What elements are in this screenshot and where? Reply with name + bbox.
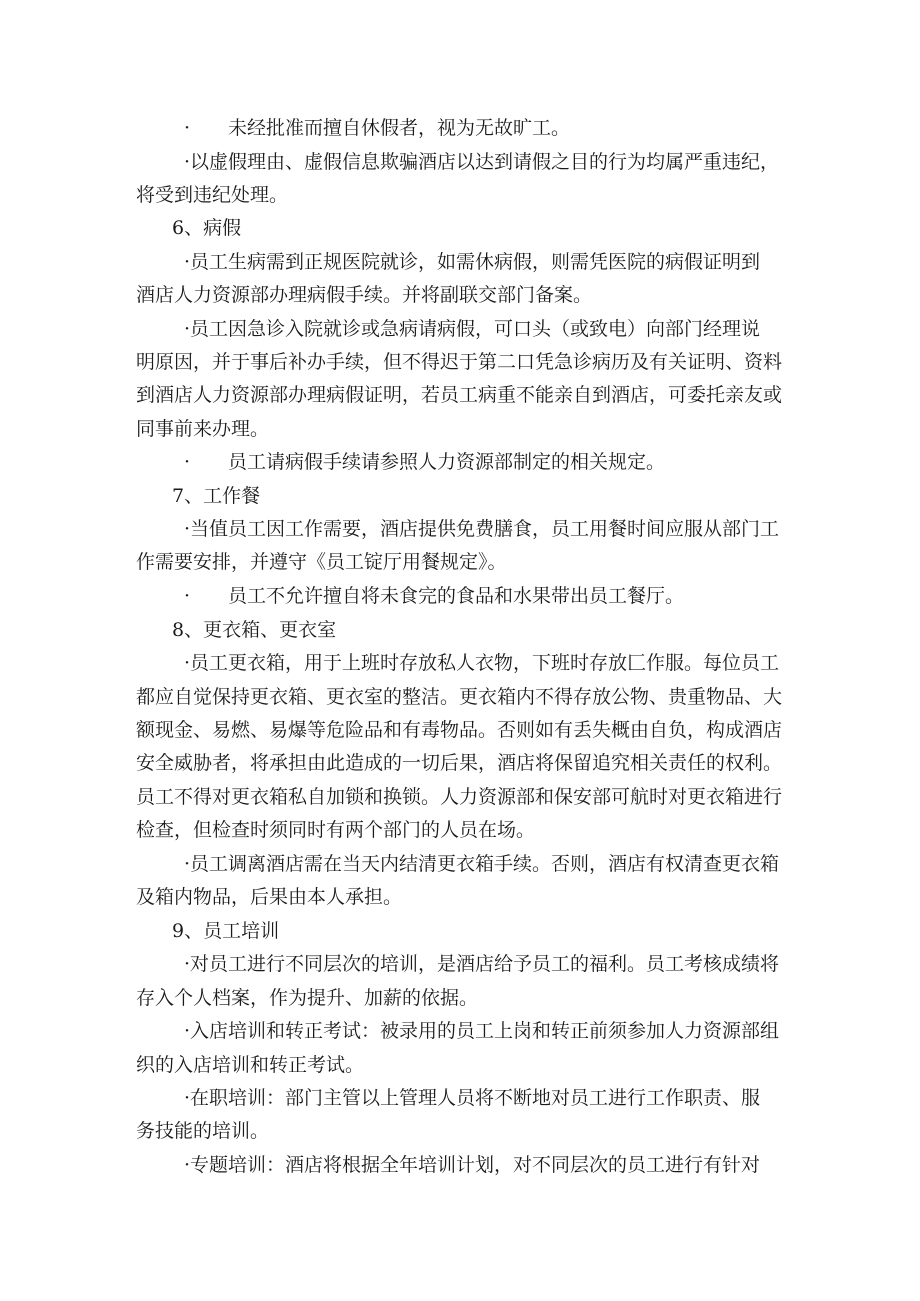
text-line: 安全威胁者，将承担由此造成的一切后果，酒店将保留追究相关责任的权利。	[136, 752, 783, 774]
text-line: 都应自觉保持更衣箱、更衣室的整洁。更衣箱内不得存放公物、贵重物品、大	[136, 686, 783, 708]
bullet-line: ·入店培训和转正考试：被录用的员工上岗和转正前须参加人力资源部组	[184, 1020, 780, 1042]
text-line: 同事前来办理。	[136, 418, 270, 440]
bullet-line: ·员工更衣箱，用于上班时存放私人衣物，下班时存放匚作服。每位员工	[184, 652, 780, 674]
bullet-line: ·当值员工因工作需要，酒店提供免费膳食，员工用餐时间应服从部门工	[184, 518, 780, 540]
bullet-line: · 未经批准而擅自休假者，视为无故旷工。	[184, 117, 571, 139]
bullet-line: ·以虚假理由、虚假信息欺骗酒店以达到请假之目的行为均属严重违纪，	[184, 151, 780, 173]
bullet-line: ·在职培训：部门主管以上管理人员将不断地对员工进行工作职责、服	[184, 1087, 761, 1109]
text-line: 织的入店培训和转正考试。	[136, 1054, 365, 1076]
bullet-line: ·员工因急诊入院就诊或急病请病假，可口头（或致电）向部门经理说	[184, 318, 761, 340]
text-line: 明原因，并于事后补办手续，但不得迟于第二口凭急诊病历及有关证明、资料	[136, 351, 783, 373]
text-line: 酒店人力资源部办理病假手续。并将副联交部门备案。	[136, 284, 593, 306]
text-line: 作需要安排，并遵守《员工锭厅用餐规定》。	[136, 551, 507, 573]
text-line: 检查，但检查时须同时有两个部门的人员在场。	[136, 819, 536, 841]
text-line: 到酒店人力资源部办理病假证明，若员工病重不能亲自到酒店，可委托亲友或	[136, 384, 783, 406]
text-line: 存入个人档案，作为提升、加薪的依据。	[136, 987, 479, 1009]
section-heading: 6、病假	[172, 217, 242, 239]
text-line: 额现金、易燃、易爆等危险品和有毒物品。否则如有丢失概由自负，构成酒店	[136, 719, 783, 741]
bullet-line: ·对员工进行不同层次的培训，是酒店给予员工的福利。员工考核成绩将	[184, 953, 780, 975]
bullet-line: · 员工请病假手续请参照人力资源部制定的相关规定。	[184, 451, 666, 473]
text-line: 将受到违纪处理。	[136, 184, 289, 206]
bullet-line: ·员工生病需到正规医院就诊，如需休病假，则需凭医院的病假证明到	[184, 251, 761, 273]
bullet-line: ·专题培训：酒店将根据全年培训计划，对不同层次的员工进行有针对	[184, 1154, 761, 1176]
bullet-line: ·员工调离酒店需在当天内结清更衣箱手续。否则，酒店有权清查更衣箱	[184, 853, 780, 875]
text-line: 及箱内物品，后果由本人承担。	[136, 886, 403, 908]
section-heading: 7、工作餐	[172, 485, 261, 507]
text-line: 员工不得对更衣箱私自加锁和换锁。人力资源部和保安部可航时对更衣箱进行	[136, 786, 783, 808]
text-line: 务技能的培训。	[136, 1120, 270, 1142]
section-heading: 9、员工培训	[172, 920, 280, 942]
bullet-line: · 员工不允许擅自将未食完的食品和水果带出员工餐厅。	[184, 585, 685, 607]
section-heading: 8、更衣箱、更衣室	[172, 619, 337, 641]
